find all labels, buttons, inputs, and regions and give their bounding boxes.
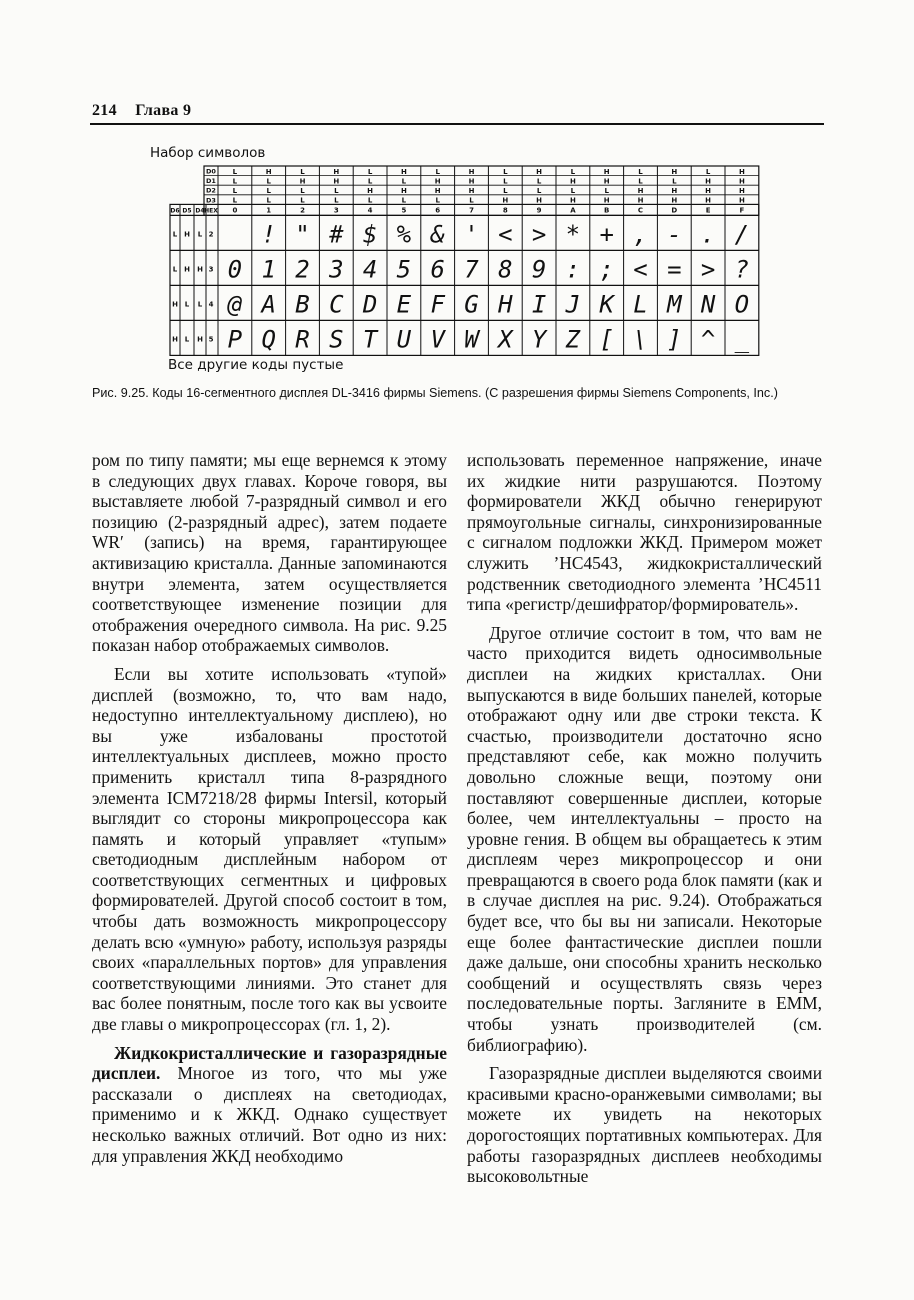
bit-value: H: [738, 196, 745, 205]
segment-glyph: %: [396, 220, 412, 249]
row-bit-d5: H: [184, 265, 190, 274]
row-bit-d6: H: [172, 335, 178, 344]
segment-glyph: S: [329, 325, 344, 354]
segment-glyph: ?: [734, 255, 750, 284]
bit-value: H: [299, 177, 306, 186]
segment-glyph: N: [700, 290, 716, 319]
bit-value: L: [705, 167, 711, 176]
bit-value: L: [300, 196, 305, 205]
bit-value: H: [468, 177, 475, 186]
segment-glyph: 5: [396, 255, 412, 284]
segment-glyph: ": [295, 220, 310, 249]
bit-value: L: [638, 167, 643, 176]
row-header-label: D5: [182, 207, 192, 215]
bit-value: H: [502, 196, 509, 205]
text-column-left: [92, 450, 447, 1166]
segment-glyph: W: [464, 325, 479, 354]
segment-glyph: /: [734, 220, 750, 249]
bit-value: L: [435, 167, 440, 176]
hex-column-label: 1: [266, 206, 272, 215]
bit-value: L: [334, 187, 339, 195]
hex-column-label: 2: [300, 206, 305, 215]
segment-glyph: L: [633, 290, 648, 319]
bit-value: H: [400, 187, 407, 195]
segment-glyph: O: [734, 290, 750, 319]
segment-glyph: M: [667, 290, 682, 319]
row-header-label: HEX: [204, 207, 218, 215]
row-bit-d5: L: [184, 300, 190, 309]
segment-glyph: 9: [531, 255, 547, 284]
bit-header-label: D0: [206, 167, 216, 176]
bit-value: L: [503, 177, 508, 186]
segment-glyph: A: [261, 290, 276, 319]
segment-glyph: C: [329, 290, 344, 319]
segment-glyph: *: [565, 220, 581, 249]
bit-value: L: [232, 196, 238, 205]
segment-glyph: >: [531, 220, 547, 249]
hex-column-label: 4: [367, 206, 373, 215]
segment-glyph: E: [396, 290, 412, 319]
section-runin-heading: Жидкокристаллические и газоразрядные дисплеи.: [92, 1042, 447, 1084]
bit-value: L: [232, 167, 238, 176]
bit-value: L: [401, 196, 407, 205]
segment-glyph: X: [498, 325, 513, 354]
segment-glyph: #: [329, 220, 344, 249]
segment-glyph: ]: [667, 325, 682, 354]
segment-glyph: <: [498, 220, 513, 249]
segment-glyph: Q: [261, 325, 276, 354]
hex-column-label: D: [671, 206, 678, 215]
hex-column-label: C: [637, 206, 644, 215]
figure-caption: Рис. 9.25. Коды 16-сегментного дисплея DL-3416 фирмы Siemens. (С разрешения фирмы Siemens Components, Inc.): [92, 386, 778, 400]
bit-value: L: [469, 196, 474, 205]
segment-glyph: U: [396, 325, 412, 354]
bit-value: H: [705, 196, 712, 205]
bit-value: H: [705, 177, 712, 186]
chapter-title: Глава 9: [135, 102, 192, 119]
hex-column-label: F: [739, 206, 745, 215]
segment-glyph: \: [633, 325, 648, 354]
bit-value: L: [503, 167, 508, 176]
segment-glyph: F: [430, 290, 445, 319]
segment-glyph: 8: [498, 255, 513, 284]
paragraph: Газоразрядные дисплеи выделяются своими красивыми красно-оранжевыми символами; вы можете их увидеть на некоторых дорогостоящих портативных компьютерах. Для работы газоразрядных дисплеев необходимы высоковольтные: [467, 1063, 822, 1187]
bit-value: L: [232, 187, 238, 195]
bit-header-label: D3: [206, 196, 216, 205]
segment-glyph: 6: [430, 255, 445, 284]
bit-value: H: [671, 196, 678, 205]
bit-value: L: [435, 196, 440, 205]
segment-glyph: P: [227, 325, 243, 354]
segment-glyph: @: [227, 290, 243, 319]
character-set-table: [0, 0, 914, 380]
bit-value: L: [672, 177, 677, 186]
bit-value: H: [671, 167, 678, 176]
segment-glyph: &: [430, 220, 445, 249]
bit-value: L: [232, 177, 238, 186]
bit-value: H: [603, 196, 610, 205]
bit-header-label: D1: [206, 177, 216, 186]
hex-column-label: 9: [536, 206, 542, 215]
hex-column-label: 6: [435, 206, 441, 215]
bit-value: L: [570, 167, 576, 176]
hex-column-label: 5: [401, 206, 407, 215]
segment-glyph: 0: [227, 255, 243, 284]
bit-value: H: [265, 167, 272, 176]
paragraph: использовать переменное напряжение, иначе их жидкие нити разрушаются. Поэтому формирователи ЖКД обычно генерируют прямоугольные сигналы, синхронизированные с сигналом подложки ЖКД. Примером может служить ’HC4543, жидкокристаллический родственник светодиодного элемента ’HC4511 типа «регистр/дешифратор/формирователь».: [467, 450, 822, 615]
segment-glyph: R: [295, 325, 310, 354]
segment-glyph: K: [599, 290, 614, 319]
bit-value: H: [468, 187, 475, 195]
bit-value: H: [434, 187, 441, 195]
row-bit-d6: L: [172, 265, 178, 274]
paragraph: Другое отличие состоит в том, что вам не часто приходится видеть односимвольные дисплеи на жидких кристаллах. Они выпускаются в виде больших панелей, которые отображают одну или две строки текста. К счастью, производители достаточно ясно представляют себе, как можно получить довольно сложные вещи, поэтому они поставляют совершенные дисплеи, которые более, чем интеллектуальны – просто на уровне гения. В общем вы обращаетесь к этим дисплеям через микропроцессор и они превращаются в своего рода блок памяти (как и в случае дисплея на рис. 9.24). Отображаться будет все, что бы вы ни записали. Некоторые еще более фантастические дисплеи пошли даже дальше, они способны хранить несколько сообщений и осуществлять связь через последовательные порты. Загляните в ЕММ, чтобы узнать производителей (см. библиографию).: [467, 622, 822, 1055]
segment-glyph: :: [565, 255, 581, 284]
bit-value: H: [603, 177, 610, 186]
bit-value: H: [705, 187, 712, 195]
bit-value: H: [536, 167, 543, 176]
paragraph: Если вы хотите использовать «тупой» дисплей (возможно, то, что вам надо, недоступно интеллектуальному дисплею), но вы уже избалованы простотой интеллектуальных дисплеев, можно просто применить кристалл типа 8-разрядного элемента ICM7218/28 фирмы Intersil, который выглядит со стороны микропроцессора как память и который управляет «тупым» светодиодным дисплейным набором от соответствующих сегментных и цифровых формирователей. Другой способ состоит в том, чтобы дать возможность микропроцессору делать всю «умную» работу, используя разряды своих «параллельных портов» для управления соответствующими линиями. Это станет для вас более понятным, после того как вы усвоите две главы о микропроцессорах (гл. 1, 2).: [92, 663, 447, 1035]
segment-glyph: 7: [464, 255, 479, 284]
bit-value: L: [570, 187, 576, 195]
segment-glyph: H: [498, 290, 513, 319]
bit-value: H: [637, 196, 644, 205]
bit-value: L: [334, 196, 339, 205]
segment-glyph: ^: [700, 325, 716, 354]
row-header-label: D4: [195, 207, 205, 215]
segment-glyph: 1: [261, 255, 276, 284]
bit-value: L: [266, 177, 271, 186]
segment-glyph: 2: [295, 255, 310, 284]
segment-glyph: _: [734, 325, 750, 354]
segment-glyph: -: [667, 220, 682, 249]
bit-value: L: [367, 167, 373, 176]
row-bit-d6: L: [172, 230, 178, 239]
segment-glyph: ;: [599, 255, 614, 284]
bit-value: L: [401, 177, 407, 186]
segment-glyph: D: [362, 290, 378, 319]
hex-column-label: 0: [232, 206, 238, 215]
segment-glyph: [: [599, 325, 614, 354]
segment-glyph: B: [295, 290, 310, 319]
bit-value: H: [738, 167, 745, 176]
segment-glyph: G: [464, 290, 479, 319]
row-hex-label: 4: [208, 300, 214, 309]
segment-glyph: $: [362, 220, 378, 249]
bit-value: H: [367, 187, 374, 195]
bit-value: H: [738, 187, 745, 195]
page-number: 214: [92, 102, 117, 119]
bit-value: L: [300, 187, 305, 195]
hex-column-label: A: [570, 206, 576, 215]
figure-title: Набор символов: [150, 145, 266, 161]
row-hex-label: 2: [208, 230, 214, 239]
row-bit-d5: H: [184, 230, 190, 239]
row-bit-d6: H: [172, 300, 178, 309]
row-bit-d4: L: [197, 230, 203, 239]
bit-value: H: [536, 196, 543, 205]
hex-column-label: E: [705, 206, 711, 215]
bit-value: H: [569, 177, 576, 186]
segment-glyph: !: [261, 220, 276, 249]
bit-value: H: [569, 196, 576, 205]
segment-glyph: <: [633, 255, 648, 284]
row-bit-d4: H: [197, 335, 203, 344]
segment-glyph: V: [430, 325, 445, 354]
bit-value: H: [333, 167, 340, 176]
bit-value: H: [738, 177, 745, 186]
bit-value: H: [671, 187, 678, 195]
bit-value: L: [367, 177, 373, 186]
row-bit-d4: L: [197, 300, 203, 309]
segment-glyph: T: [362, 325, 378, 354]
bit-value: H: [434, 177, 441, 186]
row-bit-d5: L: [184, 335, 190, 344]
paragraph-text: Многое из того, что мы уже рассказали о дисплеях на светодиодах, применимо и к ЖКД. Однако существует несколько важных отличий. Вот одно из них: для управления ЖКД необходимо: [92, 1063, 447, 1166]
segment-glyph: I: [531, 290, 547, 319]
bit-value: H: [400, 167, 407, 176]
bit-value: H: [603, 167, 610, 176]
row-hex-label: 5: [208, 335, 214, 344]
row-bit-d4: H: [197, 265, 203, 274]
segment-glyph: =: [667, 255, 682, 284]
segment-glyph: 4: [362, 255, 378, 284]
bit-value: L: [367, 196, 373, 205]
bit-value: H: [637, 187, 644, 195]
bit-value: L: [536, 187, 542, 195]
hex-column-label: 8: [502, 206, 508, 215]
bit-value: L: [638, 177, 643, 186]
bit-value: L: [266, 187, 271, 195]
segment-glyph: J: [565, 290, 581, 319]
segment-glyph: +: [599, 220, 614, 249]
hex-column-label: 3: [333, 206, 339, 215]
segment-glyph: >: [700, 255, 716, 284]
paragraph: ром по типу памяти; мы еще вернемся к этому в следующих двух главах. Короче говоря, вы выставляете любой 7-разрядный символ и его позицию (2-разрядный адрес), затем подаете WR′ (запись) на время, гарантирующее активизацию кристалла. Данные запоминаются внутри элемента, затем осуществляется соответствующее изменение позиции для отображения очередного символа. На рис. 9.25 показан набор отображаемых символов.: [92, 450, 447, 656]
text-column-right: [467, 450, 822, 1187]
segment-glyph: ,: [633, 220, 648, 249]
bit-value: L: [266, 196, 271, 205]
segment-glyph: Z: [565, 325, 581, 354]
bit-value: H: [468, 167, 475, 176]
bit-header-label: D2: [206, 186, 216, 195]
segment-glyph: Y: [531, 325, 547, 354]
bit-value: L: [503, 187, 508, 195]
hex-column-label: B: [604, 206, 610, 215]
hex-column-label: 7: [469, 206, 474, 215]
figure-footer-note: Все другие коды пустые: [168, 357, 344, 373]
row-header-label: D6: [170, 207, 180, 215]
row-hex-label: 3: [208, 265, 214, 274]
segment-glyph: ': [464, 220, 479, 249]
bit-value: H: [333, 177, 340, 186]
bit-value: L: [604, 187, 609, 195]
paragraph: [92, 1043, 447, 1167]
segment-glyph: 3: [329, 255, 344, 284]
bit-value: L: [300, 167, 305, 176]
segment-glyph: .: [700, 220, 716, 249]
bit-value: L: [536, 177, 542, 186]
